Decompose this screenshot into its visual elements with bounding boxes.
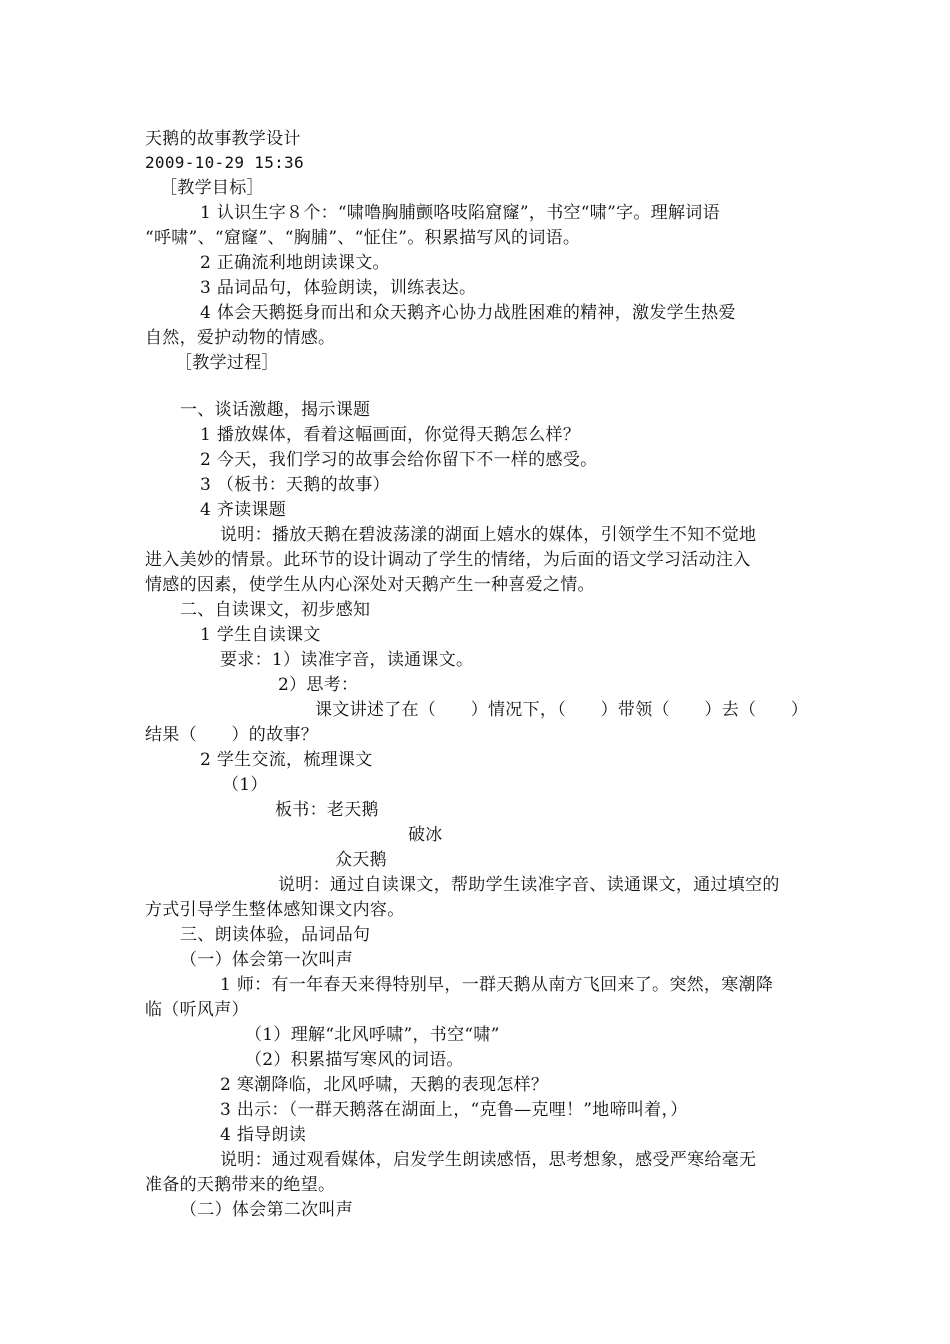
goal-3: 3 品词品句，体验朗读，训练表达。 [200, 278, 477, 298]
step-1-note-line-1: 说明：播放天鹅在碧波荡漾的湖面上嬉水的媒体，引领学生不知不觉地 [220, 525, 757, 545]
step-2-think: 2）思考： [278, 675, 359, 695]
step-1-item-3: 3 （板书：天鹅的故事） [200, 475, 390, 495]
step-1-item-2: 2 今天，我们学习的故事会给你留下不一样的感受。 [200, 450, 598, 470]
step-2-fill-line-1: 课文讲述了在（ ）情况下，（ ）带领（ ）去（ ） [315, 700, 809, 720]
step-2-item-1: 1 学生自读课文 [200, 625, 321, 645]
goal-4-line-2: 自然，爱护动物的情感。 [145, 328, 336, 348]
goal-2: 2 正确流利地朗读课文。 [200, 253, 390, 273]
goal-1-line-2: “呼啸”、“窟窿”、“胸脯”、“怔住”。积累描写风的词语。 [145, 228, 581, 248]
step-1-heading: 一、谈话激趣，揭示课题 [180, 400, 371, 420]
step-3-sub-1: （一）体会第一次叫声 [180, 950, 353, 970]
step-3-note-line-1: 说明：通过观看媒体，启发学生朗读感悟，思考想象，感受严寒给毫无 [220, 1150, 757, 1170]
step-2-fill-line-2: 结果（ ）的故事？ [145, 725, 318, 745]
step-2-note-line-1: 说明：通过自读课文，帮助学生读准字音、读通课文，通过填空的 [278, 875, 780, 895]
step-1-item-4: 4 齐读课题 [200, 500, 287, 520]
document-title: 天鹅的故事教学设计 [145, 129, 301, 149]
step-3-sub-2: （二）体会第二次叫声 [180, 1200, 353, 1220]
step-3-item-1-line-1: 1 师：有一年春天来得特别早，一群天鹅从南方飞回来了。突然，寒潮降 [220, 975, 774, 995]
step-3-item-4: 4 指导朗读 [220, 1125, 307, 1145]
step-1-note-line-2: 进入美妙的情景。此环节的设计调动了学生的情绪，为后面的语文学习活动注入 [145, 550, 751, 570]
step-1-item-1: 1 播放媒体，看着这幅画面，你觉得天鹅怎么样？ [200, 425, 581, 445]
board-swans: 众天鹅 [335, 850, 387, 870]
step-2-note-line-2: 方式引导学生整体感知课文内容。 [145, 900, 405, 920]
goal-1-line-1: 1 认识生字８个：“啸噜胸脯颤咯吱陷窟窿”，书空“啸”字。理解词语 [200, 203, 720, 223]
step-3-heading: 三、朗读体验，品词品句 [180, 925, 371, 945]
step-3-item-3: 3 出示：（一群天鹅落在湖面上，“克鲁—克哩！”地啼叫着，） [220, 1100, 688, 1120]
board-break-ice: 破冰 [408, 825, 443, 845]
step-2-subitem-1: （1） [222, 775, 268, 795]
step-3-item-2: 2 寒潮降临，北风呼啸，天鹅的表现怎样？ [220, 1075, 549, 1095]
step-3-item-1-sub-2: （2）积累描写寒风的词语。 [245, 1050, 464, 1070]
step-3-item-1-sub-1: （1）理解“北风呼啸”，书空“啸” [245, 1025, 500, 1045]
goal-4-line-1: 4 体会天鹅挺身而出和众天鹅齐心协力战胜困难的精神，激发学生热爱 [200, 303, 736, 323]
step-3-item-1-line-2: 临（听风声） [145, 1000, 249, 1020]
step-2-heading: 二、自读课文，初步感知 [180, 600, 371, 620]
section-heading-goals: ［教学目标］ [160, 178, 264, 198]
section-heading-process: ［教学过程］ [175, 353, 279, 373]
board-label: 板书：老天鹅 [275, 800, 379, 820]
step-2-requirement: 要求：1）读准字音，读通课文。 [220, 650, 474, 670]
step-3-note-line-2: 准备的天鹅带来的绝望。 [145, 1175, 336, 1195]
step-2-item-2: 2 学生交流，梳理课文 [200, 750, 373, 770]
document-datetime: 2009-10-29 15:36 [145, 153, 304, 172]
step-1-note-line-3: 情感的因素，使学生从内心深处对天鹅产生一种喜爱之情。 [145, 575, 595, 595]
